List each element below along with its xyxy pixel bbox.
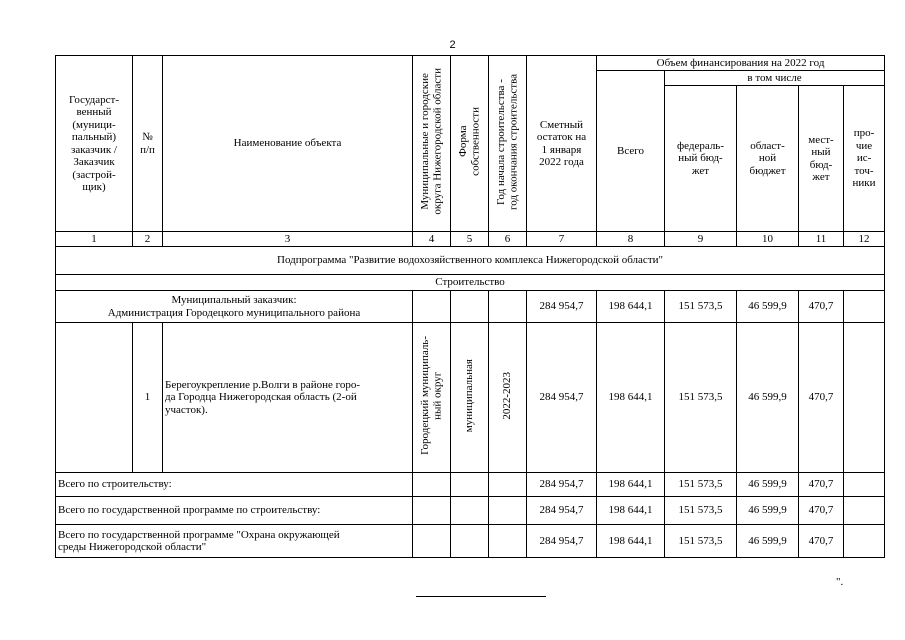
other-value: [844, 497, 885, 525]
empty-cell: [489, 525, 527, 558]
other-value: [844, 323, 885, 473]
federal-value: 151 573,5: [665, 525, 737, 558]
empty-cell: [451, 497, 489, 525]
header-municipal-cell: [413, 56, 451, 232]
object-ownership-cell: [451, 323, 489, 473]
header-object: Наименование объекта: [163, 56, 413, 232]
object-ownership: муниципальная: [463, 359, 476, 433]
page-number: 2: [449, 39, 456, 51]
regional-value: 46 599,9: [737, 497, 799, 525]
total-row: [56, 473, 885, 497]
column-number: 2: [133, 232, 163, 247]
local-value: 470,7: [799, 323, 844, 473]
estimate-value: 284 954,7: [527, 473, 597, 497]
total-label: Всего по государственной программе по строительству:: [56, 497, 413, 525]
column-numbers-row: [56, 232, 885, 247]
empty-cell: [451, 525, 489, 558]
local-value: 470,7: [799, 473, 844, 497]
object-years-cell: [489, 323, 527, 473]
regional-value: 46 599,9: [737, 323, 799, 473]
column-number: 3: [163, 232, 413, 247]
local-value: 470,7: [799, 291, 844, 323]
federal-value: 151 573,5: [665, 291, 737, 323]
total-label: Всего по строительству:: [56, 473, 413, 497]
federal-value: 151 573,5: [665, 497, 737, 525]
footer-divider: [416, 596, 546, 597]
federal-value: 151 573,5: [665, 473, 737, 497]
local-value: 470,7: [799, 497, 844, 525]
empty-cell: [413, 291, 451, 323]
header-estimate: Сметный остаток на 1 января 2022 года: [527, 56, 597, 232]
column-number: 4: [413, 232, 451, 247]
object-years: 2022-2023: [501, 371, 514, 420]
estimate-value: 284 954,7: [527, 323, 597, 473]
regional-value: 46 599,9: [737, 473, 799, 497]
federal-value: 151 573,5: [665, 323, 737, 473]
empty-cell: [413, 473, 451, 497]
header-num: № п/п: [133, 56, 163, 232]
customer-name: Муниципальный заказчик: Администрация Городецкого муниципального района: [56, 291, 413, 323]
object-municipal: Городецкий муниципаль- ный округ: [419, 336, 444, 456]
column-number: 12: [844, 232, 885, 247]
column-number: 7: [527, 232, 597, 247]
other-value: [844, 473, 885, 497]
subprogram-row: [56, 247, 885, 275]
section-title: Строительство: [56, 275, 885, 291]
subprogram-title: Подпрограмма "Развитие водохозяйственного комплекса Нижегородской области": [56, 247, 885, 275]
total-label: Всего по государственной программе "Охрана окружающей среды Нижегородской области": [56, 525, 413, 558]
customer-row: [56, 291, 885, 323]
closing-quote: ".: [836, 576, 844, 588]
header-row-1: [56, 56, 885, 71]
total-row: [56, 525, 885, 558]
total-value: 198 644,1: [597, 473, 665, 497]
empty-cell: [489, 497, 527, 525]
empty-cell: [413, 525, 451, 558]
empty-cell: [489, 291, 527, 323]
local-value: 470,7: [799, 525, 844, 558]
header-ownership: Форма собственности: [457, 107, 482, 177]
header-total: Всего: [597, 71, 665, 232]
estimate-value: 284 954,7: [527, 497, 597, 525]
header-years-cell: [489, 56, 527, 232]
object-municipal-cell: [413, 323, 451, 473]
empty-cell: [56, 323, 133, 473]
header-years: Год начала строительства - год окончания строительства: [495, 73, 520, 210]
header-federal: федераль- ный бюд- жет: [665, 86, 737, 232]
object-name: Берегоукрепление р.Волги в районе горо- да Городца Нижегородская область (2-ой участок).: [163, 323, 413, 473]
total-value: 198 644,1: [597, 497, 665, 525]
column-number: 10: [737, 232, 799, 247]
total-value: 198 644,1: [597, 525, 665, 558]
header-ownership-cell: [451, 56, 489, 232]
section-row: [56, 275, 885, 291]
header-municipal: Муниципальные и городские округа Нижегородской области: [419, 68, 444, 216]
financing-table: [55, 55, 885, 558]
column-number: 1: [56, 232, 133, 247]
regional-value: 46 599,9: [737, 525, 799, 558]
header-customer: Государст- венный (муници- пальный) заказчик / Заказчик (застрой- щик): [56, 56, 133, 232]
other-value: [844, 291, 885, 323]
total-value: 198 644,1: [597, 323, 665, 473]
estimate-value: 284 954,7: [527, 291, 597, 323]
header-financing: Объем финансирования на 2022 год: [597, 56, 885, 71]
total-value: 198 644,1: [597, 291, 665, 323]
header-including: в том числе: [665, 71, 885, 86]
column-number: 9: [665, 232, 737, 247]
total-row: [56, 497, 885, 525]
estimate-value: 284 954,7: [527, 525, 597, 558]
column-number: 11: [799, 232, 844, 247]
object-num: 1: [133, 323, 163, 473]
column-number: 8: [597, 232, 665, 247]
empty-cell: [489, 473, 527, 497]
header-other: про- чие ис- точ- ники: [844, 86, 885, 232]
header-regional: област- ной бюджет: [737, 86, 799, 232]
empty-cell: [413, 497, 451, 525]
other-value: [844, 525, 885, 558]
empty-cell: [451, 291, 489, 323]
column-number: 6: [489, 232, 527, 247]
empty-cell: [451, 473, 489, 497]
column-number: 5: [451, 232, 489, 247]
object-row: [56, 323, 885, 473]
regional-value: 46 599,9: [737, 291, 799, 323]
header-local: мест- ный бюд- жет: [799, 86, 844, 232]
